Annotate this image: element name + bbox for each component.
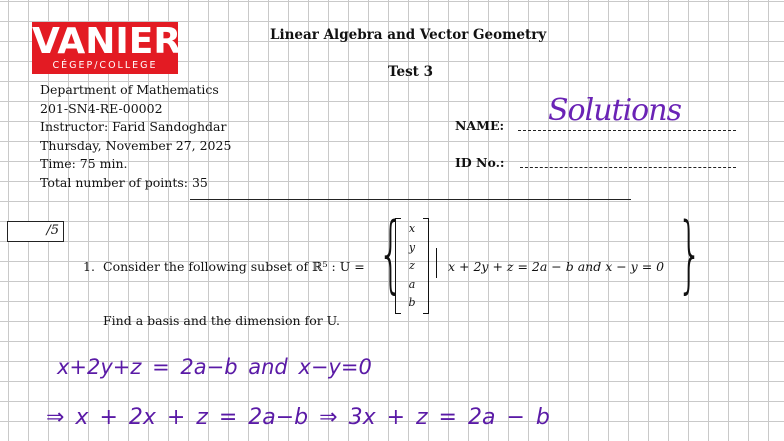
vector-entry: a: [408, 277, 416, 291]
handwritten-line-1: x+2y+z = 2a−b and x−y=0: [57, 355, 372, 379]
score-text: /5: [46, 223, 59, 238]
vector-entry: b: [408, 296, 416, 309]
question-text: Consider the following subset of ℝ⁵ : U =: [103, 259, 365, 274]
exam-info: [40, 81, 231, 192]
name-label: NAME:: [455, 118, 505, 133]
right-brace: }: [677, 206, 703, 304]
name-handwritten: Solutions: [548, 93, 681, 128]
vector-entry: y: [408, 240, 416, 254]
exam-time: Time: 75 min.: [40, 156, 128, 171]
name-field-line[interactable]: [518, 130, 736, 131]
logo-wordmark: VANIER: [32, 21, 182, 62]
vanier-logo: [32, 21, 182, 74]
left-brace: {: [378, 206, 404, 304]
vector-entries: [395, 220, 429, 313]
score-box: [7, 221, 64, 242]
column-vector: [395, 218, 429, 314]
handwritten-line-2: ⇒ x + 2x + z = 2a−b ⇒ 3x + z = 2a − b: [46, 405, 550, 430]
total-points: Total number of points: 35: [40, 174, 208, 190]
id-field-line[interactable]: [520, 167, 736, 168]
course-title: Linear Algebra and Vector Geometry: [270, 27, 547, 43]
such-that-bar: [436, 248, 437, 278]
vector-entry: z: [409, 259, 415, 272]
question-number: 1.: [83, 259, 95, 274]
department: Department of Mathematics: [40, 82, 219, 97]
question-instruction: Find a basis and the dimension for U.: [103, 313, 341, 328]
set-condition: x + 2y + z = 2a − b and x − y = 0: [448, 259, 665, 274]
logo-subtitle: CÉGEP/COLLEGE: [52, 60, 158, 71]
exam-date: Thursday, November 27, 2025: [40, 137, 232, 153]
vector-entry: x: [408, 222, 416, 235]
instructor: Instructor: Farid Sandoghdar: [40, 119, 227, 134]
header-divider: [190, 199, 631, 200]
id-label: ID No.:: [455, 155, 505, 170]
course-code: 201-SN4-RE-00002: [40, 100, 163, 116]
test-title: Test 3: [388, 64, 434, 80]
